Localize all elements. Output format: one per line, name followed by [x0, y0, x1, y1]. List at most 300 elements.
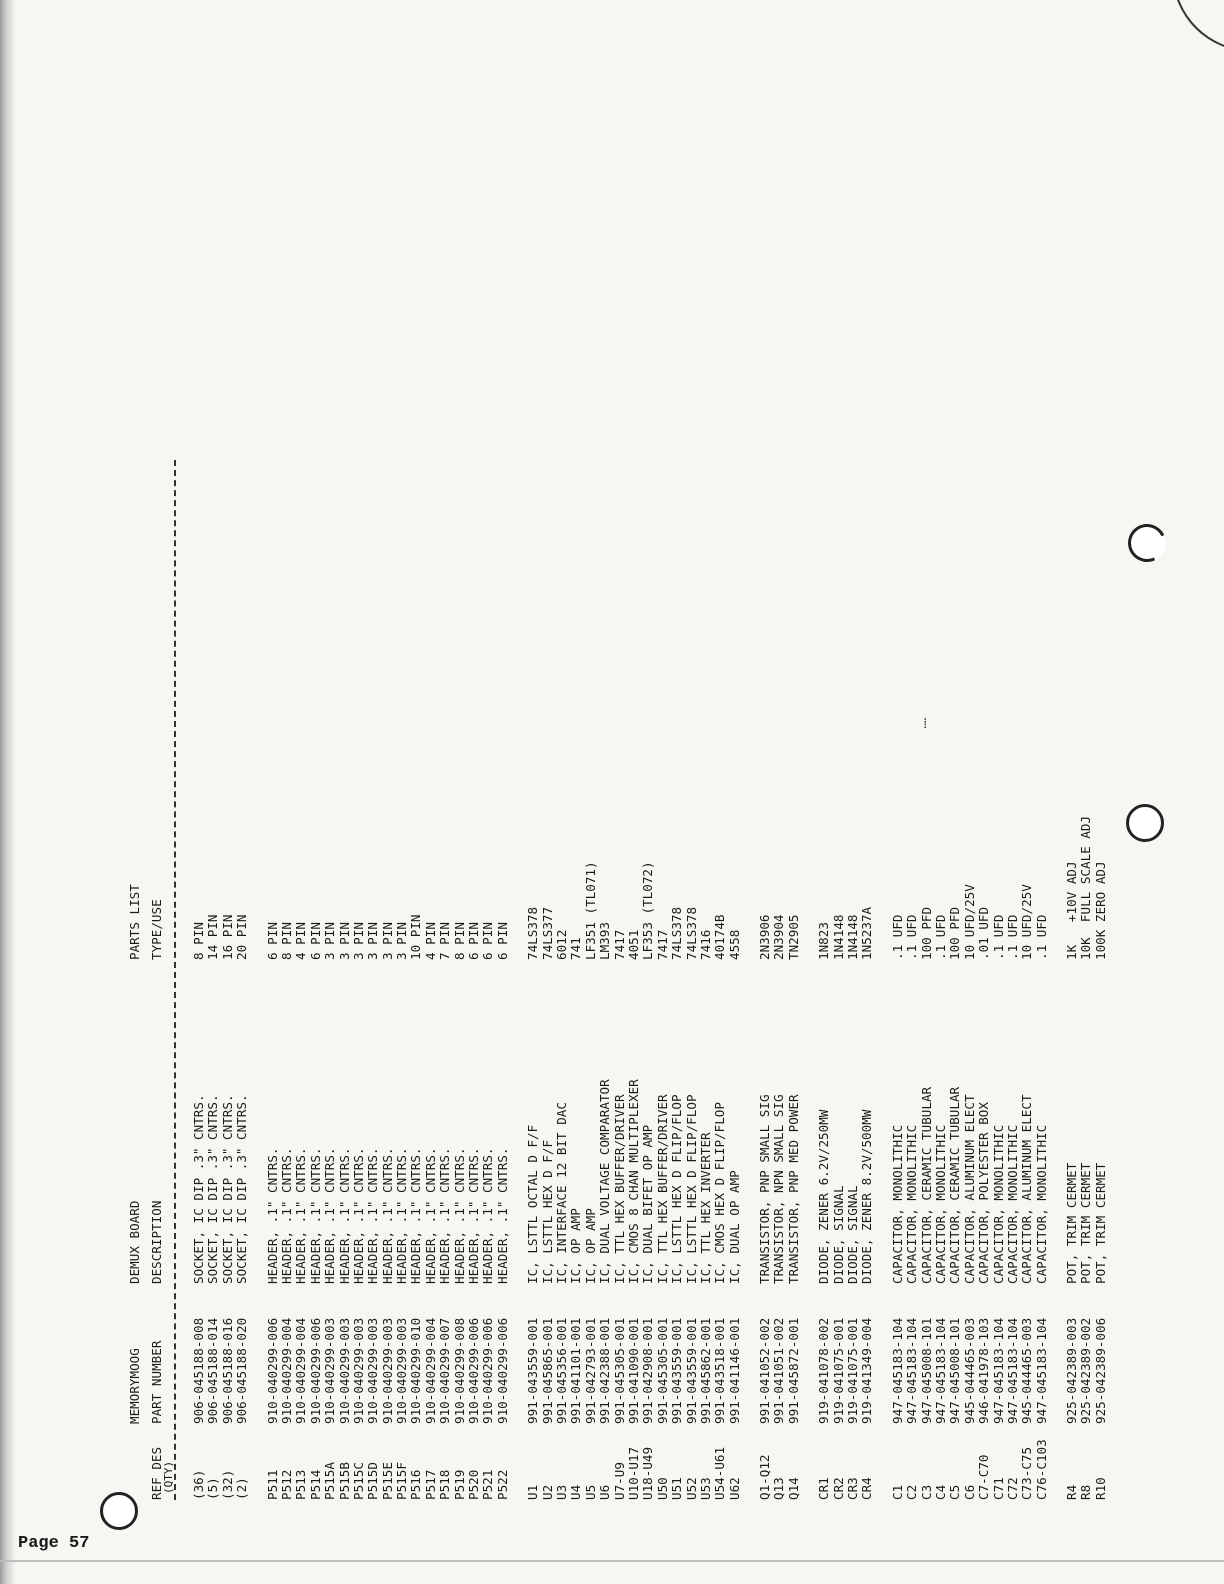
type-use-cell: 74LS378	[683, 906, 699, 960]
document-title: PARTS LIST	[127, 884, 142, 960]
ref-des-cell: U51	[669, 1477, 685, 1500]
type-use-cell: 2N3906	[757, 914, 773, 960]
part-number-cell: 991-043559-001	[683, 1317, 699, 1424]
description-cell: HEADER, .1" CNTRS.	[379, 1147, 395, 1284]
description-cell: IC, TTL HEX INVERTER	[697, 1132, 713, 1284]
ref-des-cell: R8	[1078, 1484, 1094, 1500]
table-row	[699, 120, 713, 1500]
type-use-cell: 16 PIN	[219, 914, 235, 960]
ref-des-cell: U18-U49	[640, 1446, 656, 1500]
table-row	[598, 120, 612, 1500]
description-cell: IC, LSTTL HEX D FLIP/FLOP	[669, 1094, 685, 1284]
ref-des-cell: Q14	[785, 1477, 801, 1500]
description-cell: TRANSISTOR, NPN SMALL SIG	[771, 1094, 787, 1284]
ref-des-cell: U50	[654, 1477, 670, 1500]
part-number-cell: 919-041075-001	[845, 1317, 861, 1424]
part-number-cell: 910-040299-010	[408, 1317, 424, 1424]
table-row	[541, 120, 555, 1500]
page-number: Page 57	[18, 1534, 90, 1553]
part-number-cell: 947-045008-101	[918, 1317, 934, 1424]
type-use-cell: 8 PIN	[451, 922, 467, 960]
ref-des-cell: P521	[480, 1469, 496, 1500]
type-use-cell: 4 PIN	[422, 922, 438, 960]
description-cell: TRANSISTOR, PNP SMALL SIG	[757, 1094, 773, 1284]
table-row	[526, 120, 540, 1500]
description-cell: HEADER, .1" CNTRS.	[350, 1147, 366, 1284]
part-number-cell: 991-042908-001	[640, 1317, 656, 1424]
type-use-cell: 2N3904	[771, 914, 787, 960]
type-use-cell: 74LS377	[539, 906, 555, 960]
description-cell: IC, LSTTL HEX D FLIP/FLOP	[683, 1094, 699, 1284]
description-cell: HEADER, .1" CNTRS.	[480, 1147, 496, 1284]
description-cell: HEADER, .1" CNTRS.	[278, 1147, 294, 1284]
ref-des-cell: U53	[697, 1477, 713, 1500]
description-cell: IC, DUAL OP AMP	[726, 1170, 742, 1284]
parts-group	[891, 120, 1049, 1500]
part-number-cell: 991-043518-001	[712, 1317, 728, 1424]
part-number-cell: 906-045188-016	[219, 1317, 235, 1424]
description-cell: SOCKET, IC DIP .3" CNTRS.	[219, 1094, 235, 1284]
table-row	[613, 120, 627, 1500]
ref-des-cell: (5)	[205, 1477, 221, 1500]
ref-des-cell: C71	[990, 1477, 1006, 1500]
header-description: DESCRIPTION	[149, 1200, 164, 1284]
description-cell: CAPACITOR, ALUMINUM ELECT	[961, 1094, 977, 1284]
part-number-cell: 991-045356-001	[553, 1317, 569, 1424]
description-cell: DIODE, SIGNAL	[830, 1185, 846, 1284]
table-row	[846, 120, 860, 1500]
description-cell: DIODE, ZENER 6.2V/250MW	[816, 1109, 832, 1284]
type-use-cell: 10K FULL SCALE ADJ	[1078, 815, 1094, 960]
table-row	[920, 120, 934, 1500]
description-cell: SOCKET, IC DIP .3" CNTRS.	[234, 1094, 250, 1284]
ref-des-cell: P517	[422, 1469, 438, 1500]
part-number-cell: 991-045305-001	[611, 1317, 627, 1424]
part-number-cell: 910-040299-003	[365, 1317, 381, 1424]
part-number-cell: 906-045188-008	[191, 1317, 206, 1424]
type-use-cell: 3 PIN	[350, 922, 366, 960]
table-row	[294, 120, 308, 1500]
ref-des-cell: CR3	[845, 1477, 861, 1500]
part-number-cell: 910-040299-006	[494, 1317, 510, 1424]
table-row	[352, 120, 366, 1500]
part-number-cell: 991-041051-002	[771, 1317, 787, 1424]
type-use-cell: 6 PIN	[494, 922, 510, 960]
table-row	[266, 120, 280, 1500]
table-row	[1035, 120, 1049, 1500]
description-cell: IC, LSTTL HEX D F/F	[539, 1139, 555, 1284]
ref-des-cell: P515B	[336, 1462, 352, 1500]
header-part-number: PART NUMBER	[149, 1340, 164, 1424]
part-number-cell: 991-045305-001	[654, 1317, 670, 1424]
ref-des-cell: U7-U9	[611, 1462, 627, 1500]
part-number-cell: 910-040299-007	[437, 1317, 453, 1424]
type-use-cell: .1 UFD	[1033, 914, 1049, 960]
ref-des-cell: P514	[307, 1469, 323, 1500]
description-cell: CAPACITOR, MONOLITHIC	[1004, 1124, 1020, 1284]
description-cell: SOCKET, IC DIP .3" CNTRS.	[205, 1094, 221, 1284]
type-use-cell: .1 UFD	[904, 914, 920, 960]
part-number-cell: 945-044465-003	[961, 1317, 977, 1424]
header-divider	[174, 460, 176, 1500]
table-row	[685, 120, 699, 1500]
table-row	[584, 120, 598, 1500]
type-use-cell: 6 PIN	[264, 922, 280, 960]
table-row	[309, 120, 323, 1500]
ref-des-cell: C6	[961, 1484, 977, 1500]
part-number-cell: 991-045865-001	[539, 1317, 555, 1424]
type-use-cell: LM393	[597, 922, 613, 960]
table-row	[496, 120, 510, 1500]
part-number-cell: 946-041978-103	[976, 1317, 992, 1424]
description-cell: CAPACITOR, MONOLITHIC	[1033, 1124, 1049, 1284]
ref-des-cell: C5	[947, 1484, 963, 1500]
header-qty: (QTY)	[162, 1460, 175, 1494]
type-use-cell: LF351 (TL071)	[582, 861, 598, 960]
table-row	[948, 120, 962, 1500]
part-number-cell: 945-044465-003	[1019, 1317, 1035, 1424]
description-cell: IC, OP AMP	[568, 1208, 584, 1284]
type-use-cell: .1 UFD	[889, 914, 905, 960]
ref-des-cell: (2)	[234, 1477, 250, 1500]
description-cell: SOCKET, IC DIP .3" CNTRS.	[191, 1094, 206, 1284]
table-row	[280, 120, 294, 1500]
ref-des-cell: Q13	[771, 1477, 787, 1500]
part-number-cell: 910-040299-006	[264, 1317, 280, 1424]
part-number-cell: 947-045183-104	[1004, 1317, 1020, 1424]
type-use-cell: 1N4148	[845, 914, 861, 960]
part-number-cell: 910-040299-006	[466, 1317, 482, 1424]
ref-des-cell: (32)	[219, 1469, 235, 1500]
description-cell: HEADER, .1" CNTRS.	[336, 1147, 352, 1284]
table-row	[656, 120, 670, 1500]
ref-des-cell: P515F	[394, 1462, 410, 1500]
description-cell: HEADER, .1" CNTRS.	[422, 1147, 438, 1284]
table-row	[1020, 120, 1034, 1500]
ref-des-cell: P512	[278, 1469, 294, 1500]
description-cell: POT, TRIM CERMET	[1064, 1162, 1080, 1284]
type-use-cell: 40174B	[712, 914, 728, 960]
ref-des-cell: C1	[889, 1484, 905, 1500]
scan-edge	[0, 0, 16, 1584]
type-use-cell: 7416	[697, 929, 713, 960]
part-number-cell: 925-042389-002	[1078, 1317, 1094, 1424]
description-cell: HEADER, .1" CNTRS.	[365, 1147, 381, 1284]
part-number-cell: 925-042389-003	[1064, 1317, 1080, 1424]
type-use-cell: 1K +10V ADJ	[1064, 861, 1080, 960]
table-row	[206, 120, 220, 1500]
ref-des-cell: U4	[568, 1484, 584, 1500]
page-corner-curl	[1172, 0, 1224, 52]
table-row	[728, 120, 742, 1500]
table-row	[891, 120, 905, 1500]
description-cell: HEADER, .1" CNTRS.	[322, 1147, 338, 1284]
description-cell: IC, DUAL BIFET OP AMP	[640, 1124, 656, 1284]
part-number-cell: 910-040299-004	[278, 1317, 294, 1424]
parts-group	[1065, 120, 1108, 1500]
ref-des-cell: U10-U17	[625, 1446, 641, 1500]
type-use-cell: 14 PIN	[205, 914, 221, 960]
description-cell: HEADER, .1" CNTRS.	[307, 1147, 323, 1284]
description-cell: HEADER, .1" CNTRS.	[264, 1147, 280, 1284]
part-number-cell: 910-040299-003	[322, 1317, 338, 1424]
type-use-cell: 6 PIN	[466, 922, 482, 960]
description-cell: HEADER, .1" CNTRS.	[437, 1147, 453, 1284]
ref-des-cell: P515D	[365, 1462, 381, 1500]
parts-group	[192, 120, 250, 1500]
table-row	[934, 120, 948, 1500]
table-row	[992, 120, 1006, 1500]
table-row	[192, 120, 206, 1500]
table-row	[758, 120, 772, 1500]
type-use-cell: .1 UFD	[932, 914, 948, 960]
table-row	[221, 120, 235, 1500]
type-use-cell: 100 PFD	[918, 906, 934, 960]
part-number-cell: 947-045183-104	[1033, 1317, 1049, 1424]
part-number-cell: 991-041101-001	[568, 1317, 584, 1424]
part-number-cell: 991-042388-001	[597, 1317, 613, 1424]
table-row	[817, 120, 831, 1500]
part-number-cell: 947-045183-104	[932, 1317, 948, 1424]
table-row	[467, 120, 481, 1500]
type-use-cell: 20 PIN	[234, 914, 250, 960]
type-use-cell: 1N823	[816, 922, 832, 960]
type-use-cell: 3 PIN	[365, 922, 381, 960]
ref-des-cell: U5	[582, 1484, 598, 1500]
type-use-cell: 4 PIN	[293, 922, 309, 960]
ref-des-cell: P515C	[350, 1462, 366, 1500]
table-row	[366, 120, 380, 1500]
ref-des-cell: P513	[293, 1469, 309, 1500]
type-use-cell: 10 PIN	[408, 914, 424, 960]
table-row	[381, 120, 395, 1500]
ref-des-cell: U6	[597, 1484, 613, 1500]
type-use-cell: 6 PIN	[307, 922, 323, 960]
type-use-cell: 3 PIN	[322, 922, 338, 960]
table-row	[1006, 120, 1020, 1500]
type-use-cell: .1 UFD	[1004, 914, 1020, 960]
page-bottom-rule	[0, 1560, 1224, 1562]
ref-des-cell: CR4	[859, 1477, 875, 1500]
table-row	[569, 120, 583, 1500]
table-row	[860, 120, 874, 1500]
description-cell: CAPACITOR, MONOLITHIC	[932, 1124, 948, 1284]
table-row	[787, 120, 801, 1500]
table-row	[641, 120, 655, 1500]
part-number-cell: 910-040299-003	[350, 1317, 366, 1424]
table-row	[323, 120, 337, 1500]
type-use-cell: 8 PIN	[278, 922, 294, 960]
part-number-cell: 910-040299-004	[293, 1317, 309, 1424]
type-use-cell: .1 UFD	[990, 914, 1006, 960]
board-name: DEMUX BOARD	[127, 1200, 142, 1284]
ref-des-cell: P511	[264, 1469, 280, 1500]
description-cell: CAPACITOR, POLYESTER BOX	[976, 1102, 992, 1284]
part-number-cell: 906-045188-014	[205, 1317, 221, 1424]
type-use-cell: 3 PIN	[379, 922, 395, 960]
type-use-cell: 74LS378	[525, 906, 541, 960]
ref-des-cell: CR1	[816, 1477, 832, 1500]
type-use-cell: 3 PIN	[394, 922, 410, 960]
ref-des-cell: C73-C75	[1019, 1446, 1035, 1500]
description-cell: HEADER, .1" CNTRS.	[394, 1147, 410, 1284]
type-use-cell: TN2905	[785, 914, 801, 960]
parts-group	[266, 120, 511, 1500]
ref-des-cell: U54-U61	[712, 1446, 728, 1500]
part-number-cell: 947-045183-104	[990, 1317, 1006, 1424]
part-number-cell: 991-041146-001	[726, 1317, 742, 1424]
table-row	[395, 120, 409, 1500]
type-use-cell: 4051	[625, 929, 641, 960]
part-number-cell: 919-041075-001	[830, 1317, 846, 1424]
table-row	[670, 120, 684, 1500]
table-row	[453, 120, 467, 1500]
part-number-cell: 910-040299-006	[480, 1317, 496, 1424]
type-use-cell: .01 UFD	[976, 906, 992, 960]
table-row	[424, 120, 438, 1500]
part-number-cell: 991-043559-001	[669, 1317, 685, 1424]
scan-artifact: ⁞	[923, 716, 928, 732]
part-number-cell: 910-040299-003	[394, 1317, 410, 1424]
part-number-cell: 910-040299-006	[307, 1317, 323, 1424]
ref-des-cell: P522	[494, 1469, 510, 1500]
table-row	[338, 120, 352, 1500]
type-use-cell: 6 PIN	[480, 922, 496, 960]
table-row	[627, 120, 641, 1500]
description-cell: CAPACITOR, CERAMIC TUBULAR	[947, 1086, 963, 1284]
description-cell: IC, OP AMP	[582, 1208, 598, 1284]
type-use-cell: 100 PFD	[947, 906, 963, 960]
description-cell: TRANSISTOR, PNP MED POWER	[785, 1094, 801, 1284]
type-use-cell: 7 PIN	[437, 922, 453, 960]
part-number-cell: 991-041090-001	[625, 1317, 641, 1424]
description-cell: IC, TTL HEX BUFFER/DRIVER	[654, 1094, 670, 1284]
ref-des-cell: (36)	[191, 1469, 206, 1500]
type-use-cell: 8 PIN	[191, 922, 206, 960]
description-cell: CAPACITOR, MONOLITHIC	[904, 1124, 920, 1284]
ref-des-cell: C72	[1004, 1477, 1020, 1500]
part-number-cell: 925-042389-006	[1092, 1317, 1108, 1424]
description-cell: HEADER, .1" CNTRS.	[408, 1147, 424, 1284]
product-name: MEMORYMOOG	[127, 1348, 142, 1424]
ref-des-cell: P515A	[322, 1462, 338, 1500]
ref-des-cell: U3	[553, 1484, 569, 1500]
ref-des-cell: U1	[525, 1484, 541, 1500]
ref-des-cell: C7-C70	[976, 1454, 992, 1500]
part-number-cell: 991-043559-001	[525, 1317, 541, 1424]
ref-des-cell: C3	[918, 1484, 934, 1500]
description-cell: POT, TRIM CERMET	[1078, 1162, 1094, 1284]
ref-des-cell: C2	[904, 1484, 920, 1500]
part-number-cell: 991-045872-001	[785, 1317, 801, 1424]
ref-des-cell: P515E	[379, 1462, 395, 1500]
table-row	[713, 120, 727, 1500]
ref-des-cell: CR2	[830, 1477, 846, 1500]
part-number-cell: 991-042793-001	[582, 1317, 598, 1424]
description-cell: IC, CMOS HEX D FLIP/FLOP	[712, 1102, 728, 1284]
ref-des-cell: P516	[408, 1469, 424, 1500]
table-row	[977, 120, 991, 1500]
type-use-cell: 1N5237A	[859, 906, 875, 960]
part-number-cell: 991-041052-002	[757, 1317, 773, 1424]
description-cell: IC, LSTTL OCTAL D F/F	[525, 1124, 541, 1284]
ref-des-cell: U62	[726, 1477, 742, 1500]
description-cell: HEADER, .1" CNTRS.	[293, 1147, 309, 1284]
table-row	[1065, 120, 1079, 1500]
description-cell: HEADER, .1" CNTRS.	[466, 1147, 482, 1284]
table-row	[481, 120, 495, 1500]
column-header	[127, 120, 175, 1500]
part-number-cell: 910-040299-003	[336, 1317, 352, 1424]
type-use-cell: 3 PIN	[336, 922, 352, 960]
header-type-use: TYPE/USE	[149, 899, 164, 960]
parts-group	[758, 120, 801, 1500]
type-use-cell: 7417	[654, 929, 670, 960]
ref-des-cell: P519	[451, 1469, 467, 1500]
part-number-cell: 991-045862-001	[697, 1317, 713, 1424]
parts-table	[192, 120, 1108, 1500]
part-number-cell: 919-041349-004	[859, 1317, 875, 1424]
part-number-cell: 947-045008-101	[947, 1317, 963, 1424]
description-cell: CAPACITOR, MONOLITHIC	[990, 1124, 1006, 1284]
description-cell: IC, INTERFACE 12 BIT DAC	[553, 1102, 569, 1284]
type-use-cell: 1N4148	[830, 914, 846, 960]
ref-des-cell: P518	[437, 1469, 453, 1500]
part-number-cell: 919-041078-002	[816, 1317, 832, 1424]
table-row	[963, 120, 977, 1500]
parts-list-sheet	[128, 120, 1208, 1500]
type-use-cell: 6012	[553, 929, 569, 960]
part-number-cell: 947-045183-104	[904, 1317, 920, 1424]
type-use-cell: 10 UFD/25V	[961, 884, 977, 960]
table-row	[1094, 120, 1108, 1500]
ref-des-cell: U52	[683, 1477, 699, 1500]
parts-group	[817, 120, 875, 1500]
header-ref-des: REF DES	[149, 1446, 164, 1500]
description-cell: HEADER, .1" CNTRS.	[494, 1147, 510, 1284]
part-number-cell: 947-045183-104	[889, 1317, 905, 1424]
description-cell: CAPACITOR, CERAMIC TUBULAR	[918, 1086, 934, 1284]
parts-group	[526, 120, 742, 1500]
ref-des-cell: R4	[1064, 1484, 1080, 1500]
description-cell: IC, DUAL VOLTAGE COMPARATOR	[597, 1079, 613, 1284]
table-row	[409, 120, 423, 1500]
type-use-cell: 100K ZERO ADJ	[1092, 861, 1108, 960]
ref-des-cell: Q1-Q12	[757, 1454, 773, 1500]
description-cell: HEADER, .1" CNTRS.	[451, 1147, 467, 1284]
ref-des-cell: R10	[1092, 1477, 1108, 1500]
table-row	[438, 120, 452, 1500]
ref-des-cell: P520	[466, 1469, 482, 1500]
ref-des-cell: C76-C103	[1033, 1439, 1049, 1500]
table-row	[772, 120, 786, 1500]
type-use-cell: 7417	[611, 929, 627, 960]
description-cell: IC, TTL HEX BUFFER/DRIVER	[611, 1094, 627, 1284]
table-row	[1079, 120, 1093, 1500]
ref-des-cell: C4	[932, 1484, 948, 1500]
table-row	[555, 120, 569, 1500]
description-cell: IC, CMOS 8 CHAN MULTIPLEXER	[625, 1079, 641, 1284]
part-number-cell: 906-045188-020	[234, 1317, 250, 1424]
description-cell: CAPACITOR, ALUMINUM ELECT	[1019, 1094, 1035, 1284]
description-cell: DIODE, SIGNAL	[845, 1185, 861, 1284]
description-cell: POT, TRIM CERMET	[1092, 1162, 1108, 1284]
type-use-cell: 741	[568, 937, 584, 960]
type-use-cell: 4558	[726, 929, 742, 960]
ref-des-cell: U2	[539, 1484, 555, 1500]
description-cell: DIODE, ZENER 8.2V/500MW	[859, 1109, 875, 1284]
part-number-cell: 910-040299-008	[451, 1317, 467, 1424]
